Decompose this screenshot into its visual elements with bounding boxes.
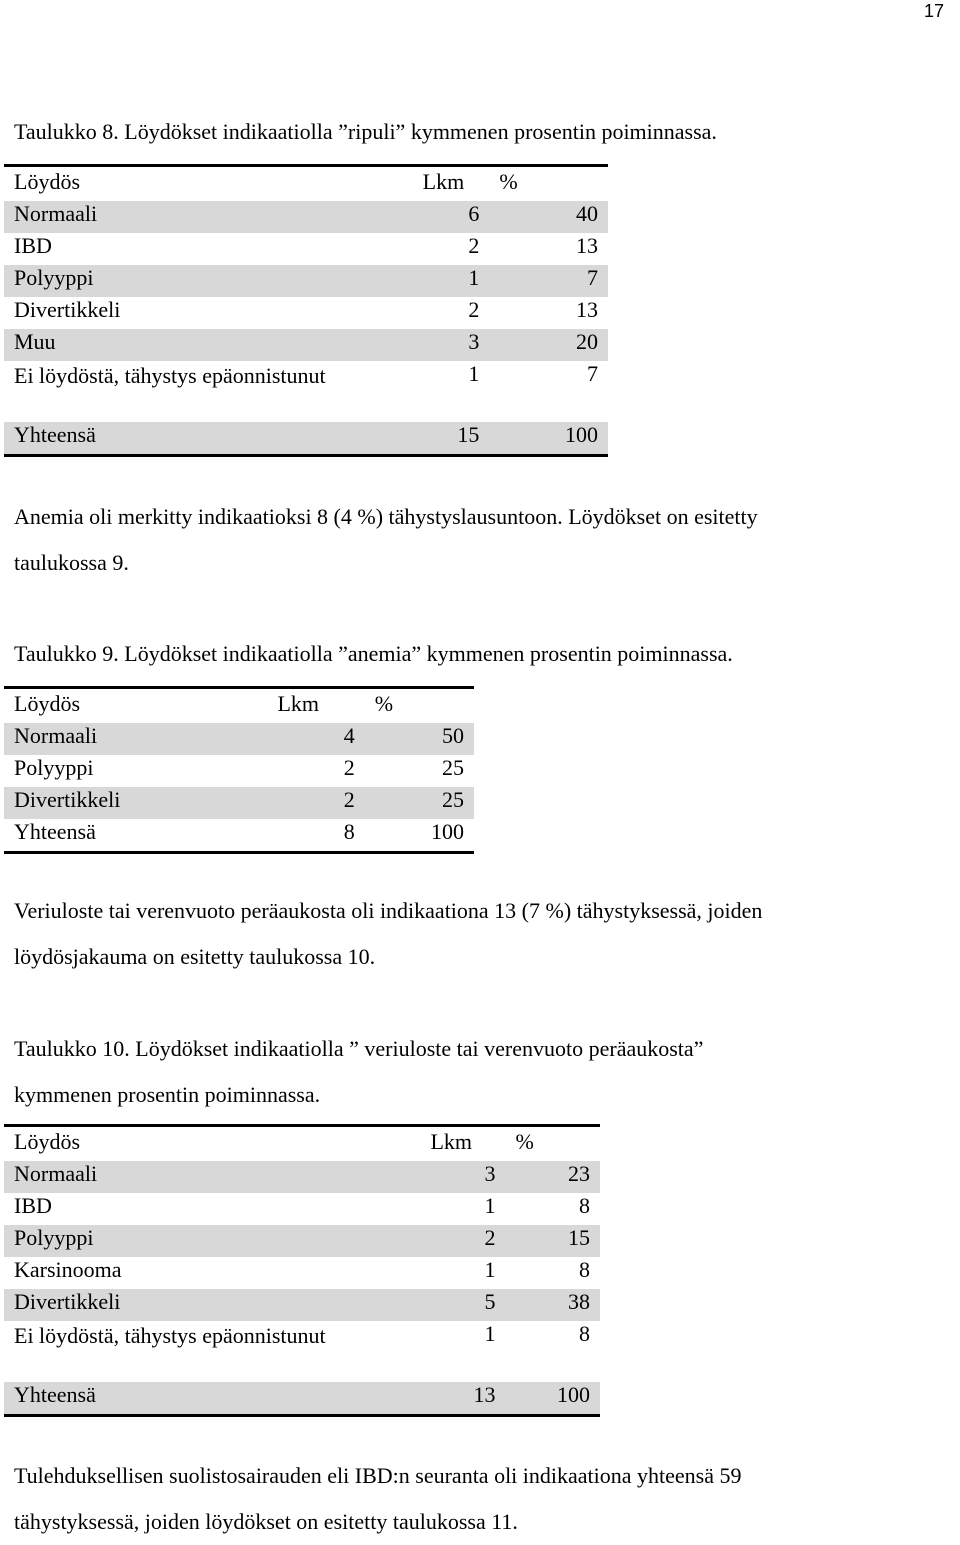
cell-percent: 38 — [505, 1289, 600, 1321]
table-row — [4, 1193, 600, 1225]
header-lkm: Lkm — [430, 1129, 473, 1154]
cell-loydos: IBD — [14, 233, 52, 258]
table-row — [4, 755, 474, 787]
cell-lkm: 15 — [388, 422, 490, 456]
cell-loydos: Normaali — [4, 201, 388, 233]
paragraph-line: Anemia oli merkitty indikaatioksi 8 (4 %) tähystyslausuntoon. Löydökset on esitetty — [14, 504, 758, 529]
cell-loydos: Ei löydöstä, tähystys epäonnistunut — [14, 1323, 326, 1348]
cell-lkm: 2 — [468, 297, 480, 322]
caption-line: kymmenen prosentin poiminnassa. — [14, 1082, 321, 1107]
table-row — [4, 1382, 600, 1416]
cell-loydos: Yhteensä — [14, 819, 96, 844]
table-row — [4, 1257, 600, 1289]
paragraph-ibd — [14, 1453, 742, 1545]
header-percent: % — [515, 1129, 534, 1154]
table10 — [4, 1124, 600, 1417]
cell-percent: 100 — [489, 422, 608, 456]
caption-line: Taulukko 10. Löydökset indikaatiolla ” veriuloste tai verenvuoto peräaukosta” — [14, 1036, 704, 1061]
table-row — [4, 819, 474, 853]
header-loydos: Löydös — [14, 169, 80, 194]
page-number: 17 — [923, 1, 944, 21]
cell-loydos: Muu — [4, 329, 388, 361]
cell-lkm: 1 — [388, 265, 490, 297]
table10-caption — [14, 1026, 703, 1118]
table-row — [4, 297, 608, 329]
cell-lkm: 1 — [484, 1257, 496, 1282]
cell-lkm: 2 — [387, 1225, 505, 1257]
table-row — [4, 265, 608, 297]
header-lkm: Lkm — [277, 691, 320, 716]
table9-caption: Taulukko 9. Löydökset indikaatiolla ”anemia” kymmenen prosentin poiminnassa. — [14, 641, 733, 666]
paragraph-line: taulukossa 9. — [14, 550, 129, 575]
cell-lkm: 8 — [343, 819, 355, 844]
cell-percent: 50 — [365, 723, 474, 755]
table-row — [4, 723, 474, 755]
table-row — [4, 422, 608, 456]
cell-percent: 40 — [489, 201, 608, 233]
header-percent: % — [499, 169, 518, 194]
cell-percent: 8 — [579, 1257, 590, 1282]
cell-loydos: Ei löydöstä, tähystys epäonnistunut — [14, 363, 326, 388]
paragraph-line: Tulehduksellisen suolistosairauden eli IBD:n seuranta oli indikaationa yhteensä 59 — [14, 1463, 742, 1488]
table-row — [4, 1225, 600, 1257]
cell-percent: 20 — [489, 329, 608, 361]
table-row — [4, 201, 608, 233]
table-row — [4, 1289, 600, 1321]
table-row — [4, 361, 608, 422]
cell-lkm: 2 — [343, 755, 355, 780]
table-row — [4, 787, 474, 819]
cell-loydos: Polyyppi — [4, 1225, 387, 1257]
cell-lkm: 5 — [387, 1289, 505, 1321]
cell-lkm: 3 — [388, 329, 490, 361]
cell-percent: 7 — [489, 265, 608, 297]
cell-lkm: 6 — [388, 201, 490, 233]
cell-lkm: 3 — [387, 1161, 505, 1193]
table-row — [4, 1321, 600, 1382]
cell-lkm: 1 — [484, 1321, 496, 1346]
table-row — [4, 329, 608, 361]
table-row — [4, 233, 608, 265]
cell-percent: 25 — [365, 787, 474, 819]
cell-lkm: 1 — [468, 361, 480, 386]
table-row — [4, 1161, 600, 1193]
cell-loydos: Normaali — [4, 1161, 387, 1193]
cell-lkm: 2 — [468, 233, 480, 258]
cell-lkm: 2 — [222, 787, 365, 819]
table8 — [4, 164, 608, 457]
cell-loydos: IBD — [14, 1193, 52, 1218]
cell-loydos: Divertikkeli — [4, 787, 222, 819]
table8-caption: Taulukko 8. Löydökset indikaatiolla ”ripuli” kymmenen prosentin poiminnassa. — [14, 119, 717, 144]
paragraph-line: Veriuloste tai verenvuoto peräaukosta oli indikaationa 13 (7 %) tähystyksessä, joiden — [14, 898, 763, 923]
cell-percent: 13 — [576, 233, 598, 258]
table9 — [4, 686, 474, 854]
table-header-row — [4, 1126, 600, 1162]
table-header-row — [4, 688, 474, 724]
header-loydos: Löydös — [14, 1129, 80, 1154]
cell-percent: 8 — [579, 1321, 590, 1346]
cell-percent: 100 — [505, 1382, 600, 1416]
cell-percent: 100 — [431, 819, 464, 844]
cell-loydos: Normaali — [4, 723, 222, 755]
paragraph-veriuloste — [14, 888, 762, 980]
table-header-row — [4, 166, 608, 202]
cell-lkm: 4 — [222, 723, 365, 755]
paragraph-line: tähystyksessä, joiden löydökset on esitetty taulukossa 11. — [14, 1509, 518, 1534]
cell-percent: 23 — [505, 1161, 600, 1193]
cell-loydos: Polyyppi — [14, 755, 94, 780]
header-lkm: Lkm — [422, 169, 465, 194]
cell-percent: 15 — [505, 1225, 600, 1257]
cell-percent: 8 — [579, 1193, 590, 1218]
cell-loydos: Yhteensä — [4, 422, 388, 456]
cell-loydos: Yhteensä — [4, 1382, 387, 1416]
cell-loydos: Divertikkeli — [4, 1289, 387, 1321]
cell-percent: 25 — [442, 755, 464, 780]
cell-percent: 13 — [576, 297, 598, 322]
paragraph-anemia — [14, 494, 758, 586]
cell-lkm: 13 — [387, 1382, 505, 1416]
header-loydos: Löydös — [14, 691, 80, 716]
paragraph-line: löydösjakauma on esitetty taulukossa 10. — [14, 944, 376, 969]
header-percent: % — [374, 691, 394, 716]
cell-loydos: Polyyppi — [4, 265, 388, 297]
cell-loydos: Divertikkeli — [14, 297, 121, 322]
cell-loydos: Karsinooma — [14, 1257, 122, 1282]
cell-lkm: 1 — [484, 1193, 496, 1218]
cell-percent: 7 — [587, 361, 598, 386]
